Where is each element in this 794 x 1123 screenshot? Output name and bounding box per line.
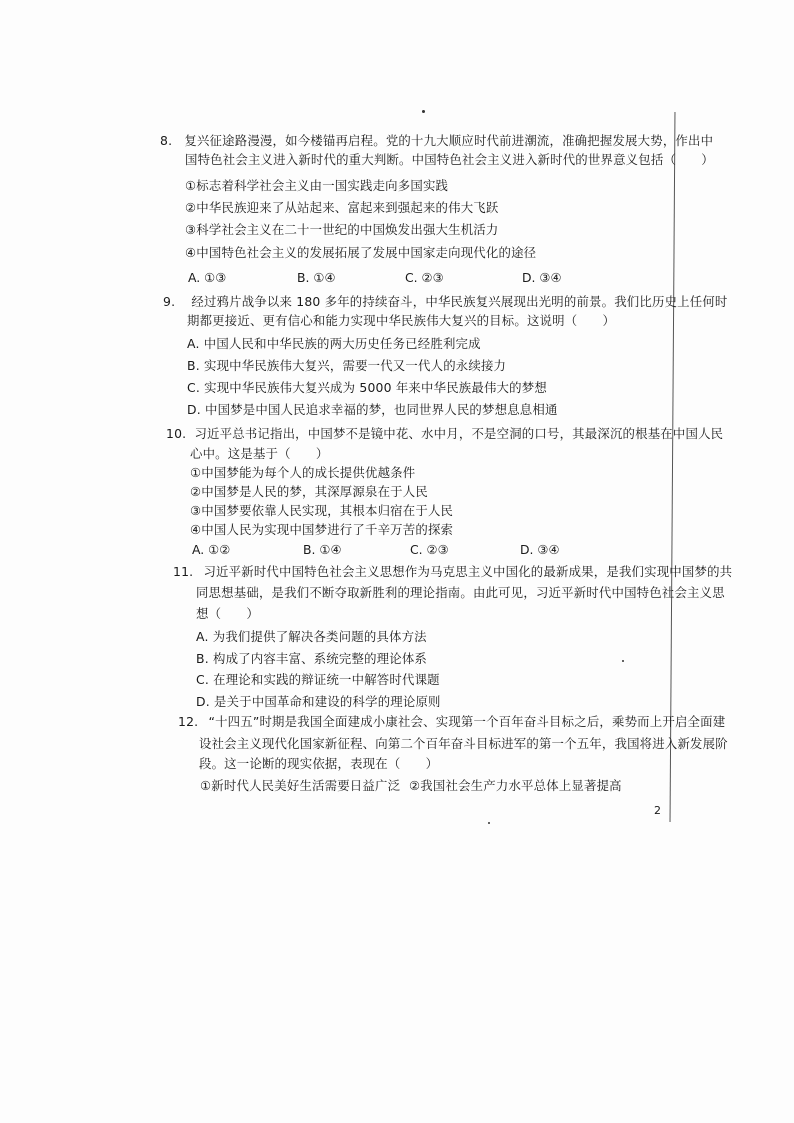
statement: ③科学社会主义在二十一世纪的中国焕发出强大生机活力 (185, 222, 499, 237)
question-number: 10. (166, 426, 187, 441)
question-stem-line: 设社会主义现代化国家新征程、向第二个百年奋斗目标进军的第一个五年，我国将进入新发展阶 (199, 736, 728, 751)
option-d: D. ③④ (522, 270, 562, 285)
option-b: B. ①④ (297, 270, 336, 285)
question-stem-line: 国特色社会主义进入新时代的重大判断。中国特色社会主义进入新时代的世界意义包括（ ） (185, 152, 714, 167)
option-a: A. ①② (192, 542, 231, 557)
question-stem-line: 经过鸦片战争以来 180 多年的持续奋斗，中华民族复兴展现出光明的前景。我们比历史上任何时 (191, 294, 728, 309)
statement: ①标志着科学社会主义由一国实践走向多国实践 (185, 178, 449, 193)
option-c: C. ②③ (410, 542, 449, 557)
statement: ②我国社会生产力水平总体上显著提高 (409, 778, 622, 793)
question-stem-line: 同思想基础，是我们不断夺取新胜利的理论指南。由此可见，习近平新时代中国特色社会主义思 (196, 585, 725, 600)
question-stem-line: “十四五”时期是我国全面建成小康社会、实现第一个百年奋斗目标之后，乘势而上开启全面建 (208, 714, 726, 729)
choice-d: D. 中国梦是中国人民追求幸福的梦，也同世界人民的梦想息息相通 (187, 402, 558, 417)
question-stem-line: 复兴征途路漫漫，如今楼锚再启程。党的十九大顺应时代前进潮流，准确把握发展大势，作出中 (184, 133, 714, 148)
statement: ④中国特色社会主义的发展拓展了发展中国家走向现代化的途径 (185, 245, 537, 260)
question-stem-line: 段。这一论断的现实依据，表现在（ ） (199, 756, 439, 771)
statement: ④中国人民为实现中国梦进行了千辛万苦的探索 (190, 522, 454, 537)
question-stem-line: 习近平总书记指出，中国梦不是镜中花、水中月，不是空洞的口号，其最深沉的根基在中国人民 (194, 426, 724, 441)
question-stem-line: 心中。这是基于（ ） (190, 446, 329, 461)
question-stem-line: 想（ ） (196, 606, 259, 621)
question-number: 11. (173, 564, 194, 579)
choice-b: B. 构成了内容丰富、系统完整的理论体系 (196, 651, 428, 666)
question-stem-line: 期都更接近、更有信心和能力实现中华民族伟大复兴的目标。这说明（ ） (187, 313, 616, 328)
statement: ③中国梦要依靠人民实现，其根本归宿在于人民 (190, 503, 454, 518)
choice-a: A. 中国人民和中华民族的两大历史任务已经胜利完成 (187, 336, 481, 351)
option-b: B. ①④ (303, 542, 342, 557)
question-number: 8. (160, 133, 173, 148)
choice-c: C. 在理论和实践的辩证统一中解答时代课题 (196, 672, 440, 687)
choice-d: D. 是关于中国革命和建设的科学的理论原则 (196, 694, 441, 709)
question-stem-line: 习近平新时代中国特色社会主义思想作为马克思主义中国化的最新成果，是我们实现中国梦的共 (203, 564, 733, 579)
statement: ②中华民族迎来了从站起来、富起来到强起来的伟大飞跃 (185, 200, 499, 215)
option-a: A. ①③ (188, 270, 227, 285)
statement: ①新时代人民美好生活需要日益广泛 (200, 778, 401, 793)
choice-a: A. 为我们提供了解决各类问题的具体方法 (196, 629, 427, 644)
page-number: 2 (654, 804, 661, 817)
statement: ②中国梦是人民的梦，其深厚源泉在于人民 (190, 484, 428, 499)
choice-b: B. 实现中华民族伟大复兴，需要一代又一代人的永续接力 (187, 358, 507, 373)
option-d: D. ③④ (520, 542, 560, 557)
option-c: C. ②③ (405, 270, 444, 285)
statement: ①中国梦能为每个人的成长提供优越条件 (190, 465, 416, 480)
choice-c: C. 实现中华民族伟大复兴成为 5000 年来中华民族最伟大的梦想 (187, 380, 547, 395)
question-number: 9. (163, 294, 176, 309)
question-number: 12. (178, 714, 199, 729)
